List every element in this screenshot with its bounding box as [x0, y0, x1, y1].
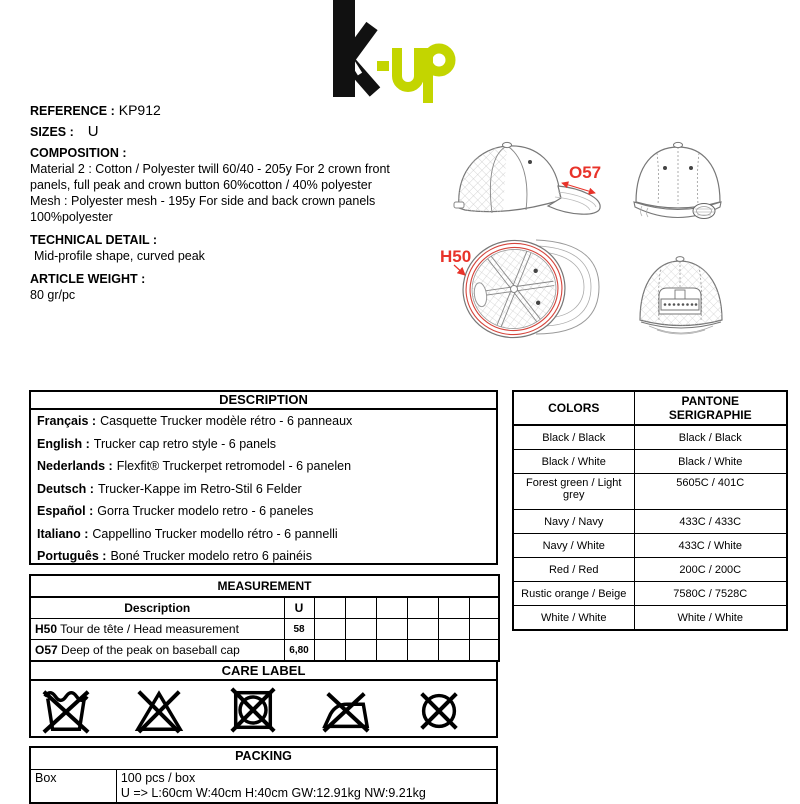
reference-row	[30, 102, 422, 119]
measurement-row	[30, 640, 499, 662]
composition-mesh-text: Mesh : Polyester mesh - 195y For side and back crown panels 100%polyester	[30, 194, 376, 224]
dimension-code: O57	[35, 643, 58, 657]
color-row	[513, 474, 787, 510]
dimension-text: Deep of the peak on baseball cap	[61, 643, 240, 657]
packing-row	[30, 770, 497, 804]
color-name: Red / Red	[513, 558, 634, 582]
colors-header: COLORS	[513, 391, 634, 425]
eyelet	[528, 160, 532, 164]
article-weight-value: 80 gr/pc	[30, 288, 76, 302]
language-label: Deutsch :	[37, 481, 94, 496]
cap-front-view-illustration	[628, 138, 733, 230]
dimension-code: H50	[35, 622, 58, 636]
empty-cell	[469, 619, 499, 640]
brand-patch	[693, 204, 715, 219]
article-weight-label: ARTICLE WEIGHT :	[30, 272, 146, 286]
description-text: Boné Trucker modelo retro 6 painéis	[110, 549, 312, 563]
empty-cell	[438, 619, 469, 640]
language-label: Français :	[37, 414, 97, 428]
language-label: English :	[37, 436, 90, 451]
empty-cell	[407, 619, 438, 640]
product-info	[30, 102, 422, 303]
empty-cell	[469, 640, 499, 662]
sizes-value: U	[87, 123, 99, 140]
language-label: Español :	[37, 504, 94, 518]
measurement-desc	[30, 640, 284, 662]
care-icons-row	[31, 681, 496, 739]
do-not-dry-clean-icon	[414, 685, 464, 735]
packing-row-label: Box	[30, 770, 116, 804]
pantone-value: White / White	[634, 606, 787, 631]
color-name: Black / White	[513, 450, 634, 474]
packing-table	[29, 746, 498, 804]
language-label: Português :	[37, 549, 107, 563]
description-text: Flexfit® Truckerpet retromodel - 6 panelen	[116, 459, 352, 473]
pantone-value: 200C / 200C	[634, 558, 787, 582]
h50-pointer-line	[454, 265, 465, 275]
description-header: Description	[30, 597, 284, 619]
description-text: Trucker cap retro style - 6 panels	[93, 436, 277, 451]
color-name: White / White	[513, 606, 634, 631]
pantone-value: 7580C / 7528C	[634, 582, 787, 606]
description-row	[31, 433, 496, 456]
cap-bottom-view-illustration	[428, 234, 608, 342]
packing-details	[116, 770, 497, 804]
dimension-text: Tour de tête / Head measurement	[60, 622, 239, 636]
colors-header-row	[513, 391, 787, 425]
packing-dimensions: U => L:60cm W:40cm H:40cm GW:12.91kg NW:9.21kg	[120, 786, 426, 800]
measurement-header-row	[30, 597, 499, 619]
empty-cell	[376, 640, 407, 662]
description-row	[31, 455, 496, 478]
empty-cell	[469, 597, 499, 619]
color-row	[513, 582, 787, 606]
crown-button	[676, 257, 684, 262]
color-row	[513, 510, 787, 534]
description-table	[29, 390, 498, 565]
language-label: Italiano :	[37, 526, 89, 541]
pantone-value: Black / Black	[634, 425, 787, 450]
pantone-value: Black / White	[634, 450, 787, 474]
color-name: Navy / Navy	[513, 510, 634, 534]
do-not-wash-icon	[41, 685, 91, 735]
mesh-panel	[459, 146, 507, 212]
language-label: Nederlands :	[37, 459, 113, 473]
sizes-label: SIZES :	[30, 125, 74, 139]
measurement-desc	[30, 619, 284, 640]
peak-behind	[649, 326, 713, 334]
measurement-title-row	[30, 575, 499, 597]
size-header: U	[284, 597, 314, 619]
o57-dimension-label: O57	[569, 163, 602, 182]
crown-button	[503, 142, 512, 147]
cap-side-view-illustration	[448, 136, 608, 236]
do-not-tumble-dry-icon	[228, 685, 278, 735]
pantone-value: 433C / White	[634, 534, 787, 558]
empty-cell	[407, 597, 438, 619]
description-row	[31, 523, 496, 546]
color-name: Forest green / Light grey	[513, 474, 634, 510]
description-text: Gorra Trucker modelo retro - 6 paneles	[97, 504, 314, 518]
measurement-row	[30, 619, 499, 640]
description-row	[31, 478, 496, 501]
pantone-value: 5605C / 401C	[634, 474, 787, 510]
empty-cell	[376, 619, 407, 640]
description-row	[31, 545, 496, 568]
description-title: DESCRIPTION	[31, 392, 496, 410]
do-not-bleach-icon	[134, 685, 184, 735]
care-label-title: CARE LABEL	[31, 662, 496, 681]
description-row	[31, 410, 496, 433]
reference-value: KP912	[118, 102, 161, 118]
color-row	[513, 606, 787, 631]
color-row	[513, 425, 787, 450]
color-name: Rustic orange / Beige	[513, 582, 634, 606]
crown-button	[674, 142, 683, 147]
snapback-strap	[659, 288, 701, 314]
empty-cell	[438, 597, 469, 619]
packing-title: PACKING	[30, 747, 497, 770]
do-not-iron-icon	[321, 685, 371, 735]
measurement-value: 6,80	[284, 640, 314, 662]
eyelet	[663, 166, 667, 170]
kup-logo	[330, 0, 460, 104]
empty-cell	[314, 619, 345, 640]
measurement-value: 58	[284, 619, 314, 640]
cap-back-view-illustration	[633, 250, 738, 345]
empty-cell	[345, 619, 376, 640]
empty-cell	[376, 597, 407, 619]
measurement-table	[29, 574, 500, 662]
empty-cell	[345, 597, 376, 619]
sizes-row	[30, 124, 422, 140]
description-text: Cappellino Trucker modello rétro - 6 pannelli	[92, 526, 338, 541]
technical-detail-label: TECHNICAL DETAIL :	[30, 233, 158, 247]
empty-cell	[314, 597, 345, 619]
empty-cell	[314, 640, 345, 662]
eyelet	[689, 166, 693, 170]
colors-table	[512, 390, 788, 631]
description-row	[31, 500, 496, 523]
logo-k	[333, 0, 375, 97]
empty-cell	[407, 640, 438, 662]
color-name: Navy / White	[513, 534, 634, 558]
packing-title-row	[30, 747, 497, 770]
packing-quantity: 100 pcs / box	[120, 771, 196, 785]
empty-cell	[438, 640, 469, 662]
composition-material-text: Material 2 : Cotton / Polyester twill 60/40 - 205y For 2 crown front panels, full peak and crown button 60%cotton / 40% polyester	[30, 162, 390, 192]
description-text: Trucker-Kappe im Retro-Stil 6 Felder	[97, 481, 302, 496]
color-name: Black / Black	[513, 425, 634, 450]
reference-label: REFERENCE :	[30, 104, 115, 118]
back-tab	[454, 202, 464, 208]
color-row	[513, 450, 787, 474]
pantone-value: 433C / 433C	[634, 510, 787, 534]
composition-label: COMPOSITION :	[30, 146, 127, 160]
empty-cell	[345, 640, 376, 662]
measurement-title: MEASUREMENT	[30, 575, 499, 597]
care-label-table	[29, 660, 498, 738]
technical-detail-value: Mid-profile shape, curved peak	[34, 249, 205, 263]
h50-dimension-label: H50	[440, 247, 472, 266]
description-text: Casquette Trucker modèle rétro - 6 panneaux	[100, 414, 353, 428]
color-row	[513, 558, 787, 582]
pantone-header: PANTONE SERIGRAPHIE	[634, 391, 787, 425]
color-row	[513, 534, 787, 558]
logo-up	[377, 48, 451, 103]
